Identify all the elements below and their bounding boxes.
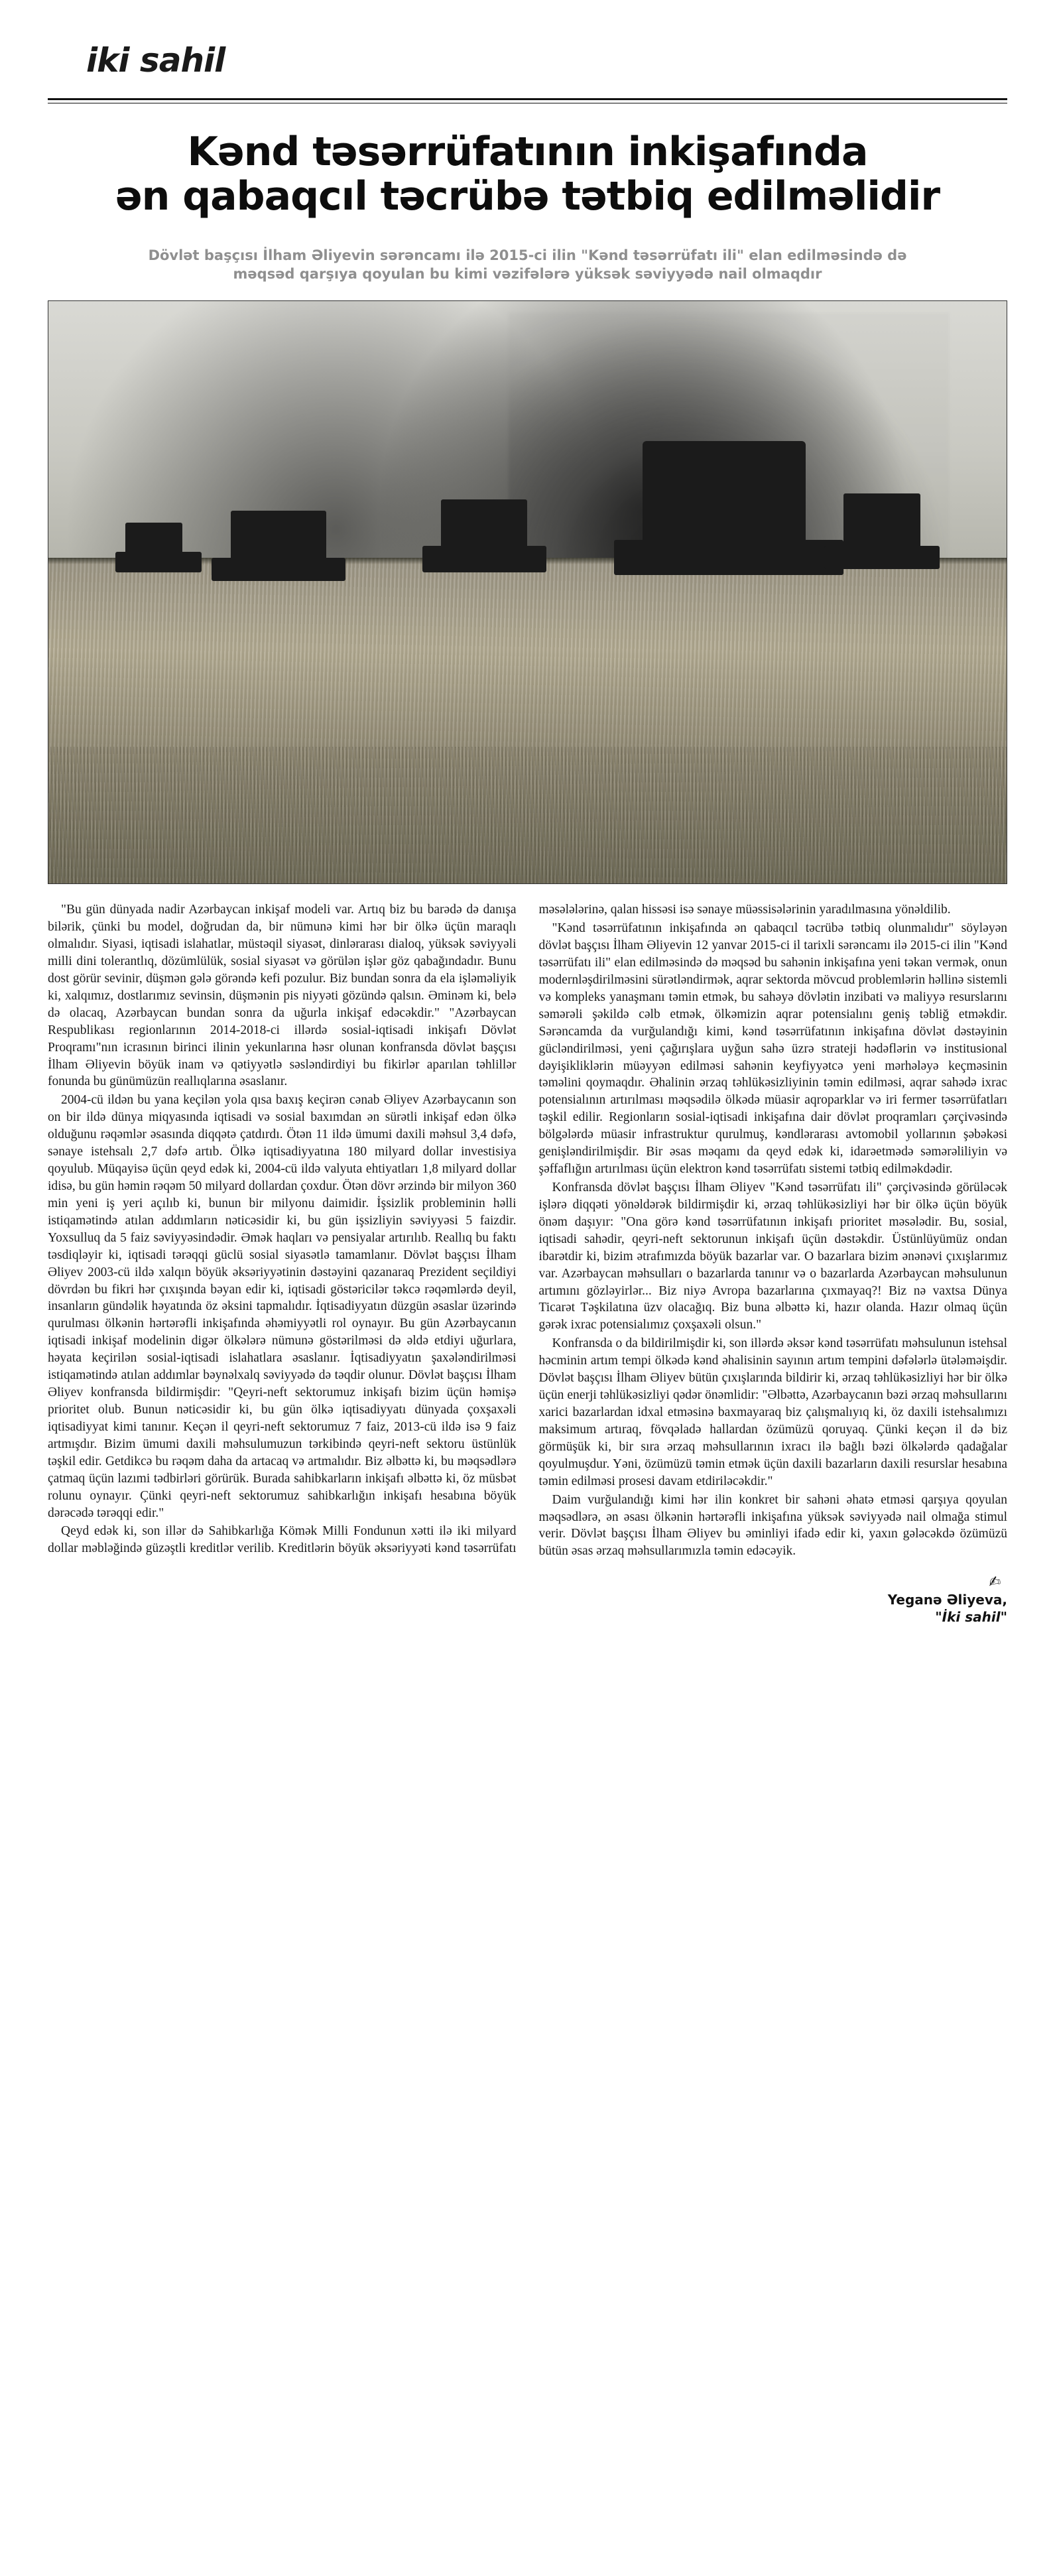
masthead-divider (48, 98, 1007, 100)
photo-combine-4 (643, 441, 806, 552)
article-paragraph: Daim vurğulandığı kimi hər ilin konkret bir sahəni əhatə etməsi qarşıya qoyulan məqsədlərə, ən əsası ölkənin hərtərəfli inkişafına yüksək səviyyədə nail olmağa stimul verir. Dövlət başçısı İlham Əliyev bu əminliyi ifadə edir ki, yaxın gələcəkdə özümüzü bütün əsas ərzaq məhsullarımızla təmin edəcəyik. (538, 1492, 1007, 1559)
article-photo-wrapper (48, 300, 1007, 884)
byline-author: Yeganə Əliyeva, (887, 1591, 1007, 1608)
headline-line-1: Kənd təsərrüfatının inkişafında (187, 129, 868, 175)
article-body (48, 901, 1007, 1560)
photo-combine-3-base (422, 546, 547, 572)
headline-line-2: ən qabaqcıl təcrübə tətbiq edilməlidir (115, 173, 940, 220)
masthead (48, 40, 1007, 89)
photo-combine-2 (231, 511, 327, 563)
article-headline (48, 130, 1007, 219)
photo-truck-1 (125, 523, 183, 554)
article-paragraph: 2004-cü ildən bu yana keçilən yola qısa baxış keçirən cənab Əliyev Azərbaycanın son on bir ildə dünya miqyasında iqtisadi və sosial baxımdan ən sürətli inkişaf edən ölkə olduğunu rəqəmlər əsasında diqqətə çatdırdı. Ötən 11 ildə ümumi daxili məhsul 3,4 dəfə, sənaye istehsalı 2,7 dəfə artıb. Ölkə iqtisadiyyatına 180 milyard dollar investisiya qoyulub. Müqayisə üçün qeyd edək ki, 2004-cü ildə valyuta ehtiyatları 1,8 milyard dollar idisə, bu gün həmin rəqəm 50 milyard dollardan çoxdur. Ötən dövr ərzində bir milyon 360 min yeni iş yeri açılıb ki, bunun bir milyonu daimidir. İşsizlik probleminin həlli istiqamətində atılan addımların nəticəsidir ki, bu gün işsizliyin səviyyəsi 5 faizdir. Yoxsulluq da 5 faiz səviyyəsindədir. Əmək haqları və pensiyalar artırılıb. Reallıq bu faktı təsdiqləyir ki, iqtisadi tərəqqi güclü sosial siyasətlə tamamlanır. Dövlət başçısı İlham Əliyev 2003-cü ildə xalqın böyük əksəriyyətinin dəstəyini qazanaraq Prezident seçildiyi dövrdən bu fikri hər çıxışında bəyan edir ki, iqtisadi göstəricilər təkcə rəqəmlərdə deyil, insanların gündəlik həyatında öz əksini tapmalıdır. İqtisadiyyatın düzgün əsaslar üzərində qurulması ölkənin hərtərəfli inkişafında əhəmiyyətli rol oynayır. Bu gün Azərbaycanın iqtisadi inkişaf modelinin digər ölkələrə nümunə göstərilməsi də əldə etdiyi uğurlara, həyata keçirilən sosial-iqtisadi islahatlara əsaslanır. İqtisadiyyatın şaxələndirilməsi istiqamətində atılan addımlar bəynəlxalq səviyyədə də təqdir olunur. Dövlət başçısı İlham Əliyev konfransda bildirmişdir: "Qeyri-neft sektorumuz inkişafı bizim üçün həmişə prioritet olub. Bunun nəticəsidir ki, bu gün ölkə iqtisadiyyatı dünyada çoxşaxəli iqtisadiyyat kimi tanınır. Keçən il qeyri-neft sektorumuz 7 faiz, 2013-cü ildə isə 9 faiz artmışdır. Bizim ümumi daxili məhsulumuzun tərkibində qeyri-neft sektoru üstünlük təşkil edir. Getdikcə bu rəqəm daha da artacaq və artmalıdır. Biz əlbəttə ki, bu məqsədlərə çatmaq üçün lazımi tədbirləri görürük. Burada sahibkarların inkişafı əlbəttə ki, öz müsbət rolunu oynayır. Çünki qeyri-neft sektorumuz sahibkarlığın inkişafı hesabına böyük dərəcədə tərəqqi edir." (48, 1093, 517, 1520)
article-subheadline (48, 246, 1007, 284)
photo-combine-3 (441, 499, 527, 552)
photo-wheat-field (48, 558, 1007, 884)
article-paragraph: Qeyd edək ki, son illər də Sahibkarlığa Kömək Milli Fondunun xətti ilə iki milyard dollar məbləğində güzəştli kreditlər verilib. Kreditlərin böyük əksəriyyəti kənd təsərrüfatı məsələlərinə, qalan hissəsi isə sənaye müəssisələrinin yaradılmasına yönəldilib. (48, 903, 951, 1556)
signature-swoosh-icon: ✍ (987, 1573, 1002, 1592)
photo-combine-5 (843, 493, 920, 552)
photo-combine-4-base (614, 540, 844, 575)
article-paragraph: "Kənd təsərrüfatının inkişafında ən qabaqcıl təcrübə tətbiq olunmalıdır" söyləyən dövlət başçısı İlham Əliyevin 12 yanvar 2015-ci il tarixli sərəncamı ilə 2015-ci ilin "Kənd təsərrüfatı ili" elan edilməsində də məqsəd bu sahənin inkişafına yeni təkan vermək, onun modernləşdirilməsini sürətləndirmək, aqrar sektorda mövcud problemlərin həllinə sistemli və kompleks yanaşmanı təmin etmək, bu sahəyə dövlətin inzibati və maliyyə resurslarını səmərəli şəkildə cəlb etmək, ölkəmizin aqrar potensialını geniş təbliğ etməkdir. Sərəncamda da vurğulandığı kimi, kənd təsərrüfatının inkişafına dövlət dəstəyinin gücləndirilməsi, yeni çağırışlara uyğun sahə üzrə strateji hədəflərin və institusional dəyişikliklərin müəyyən edilməsi sahənin keyfiyyətcə yeni mərhələyə keçməsinin təməlini qoymaqdır. Əhalinin ərzaq təhlükəsizliyinin təmin edilməsi, aqrar sahədə ixrac potensialının artırılması məqsədilə ölkədə müasir aqroparklar və iri fermer təsərrüfatları təşkil edilir. Regionların sosial-iqtisadi inkişafına dair dövlət proqramları çərçivəsində bölgələrdə müasir infrastruktur qurulmuş, kəndlərarası avtomobil yollarının şəbəkəsi genişləndirilmişdir. Bir əsas məqamı da qeyd edək ki, idarəetmədə səmərəliliyin və şəffaflığın artırılması üçün elektron kənd təsərrüfatı sistemi tətbiq edilməkdədir. (538, 921, 1007, 1177)
subheadline-line-2: məqsəd qarşıya qoyulan bu kimi vəzifələrə yüksək səviyyədə nail olmaqdır (233, 265, 822, 282)
article-byline (48, 1572, 1007, 1626)
photo-combine-2-base (212, 558, 345, 581)
article-paragraph: Konfransda o da bildirilmişdir ki, son illərdə əksər kənd təsərrüfatı məhsulunun istehsal həcminin artım tempi ölkədə kənd əhalisinin sayının artım tempini dəfələrlə ütələməişdir. Dövlət başçısı İlham Əliyev bütün çıxışlarında bildirir ki, ərzaq təhlükəsizliyi hər bir ölkə üçün enerji təhlükəsizliyi qədər önəmlidir: "Əlbəttə, Azərbaycanın bəzi ərzaq məhsullarını xarici bazarlardan idxal etməsinə baxmayaraq biz çalışmalıyıq ki, öz daxili istehsalımızı maksimum artıraq, fövqəladə hallardan özümüzü qoruyaq. Çünki keçən il də biz görmüşük ki, bir sıra ərzaq məhsullarının ixracı ilə bağlı bəzi ölkələrdə qadağalar qoyulmuşdur. Yəni, özümüzü təmin etmək üçün daxili bazarların daxili resurslar hesabına təmin edilməsi prosesi davam etdiriləcəkdir." (538, 1336, 1007, 1488)
article-paragraph: Konfransda dövlət başçısı İlham Əliyev "Kənd təsərrüfatı ili" çərçivəsində görüləcək işlərə diqqəti yönəldərək bildirmişdir ki, ərzaq təhlükəsizliyi hər bir ölkə üçün böyük önəm daşıyır: "Ona görə kənd təsərrüfatının inkişafı prioritet məsələdir. Bu, sosial, iqtisadi sahədir, qeyri-neft sektorunun inkişafı üçün dəstəkdir. Üstünlüyümüz ondan ibarətdir ki, bizim ətrafımızda böyük bazarlar var. O bazarlara bizim ənənəvi çıxışlarımız var. Azərbaycan məhsulları o bazarlarda tanınır və o bazarlarda Azərbaycan məhsulunun artımını gözləyirlər... Biz niyə Avropa bazarlarına çıxmayaq?! Biz nə vaxtsa Dünya Ticarət Təşkilatına üzv olacağıq. Biz buna əlbəttə ki, hazır olanda. Hazır olmaq üçün gərək ixrac potensialımız çoxşaxəli olsun." (538, 1181, 1007, 1332)
photo-stalks-texture (48, 747, 1007, 884)
article-paragraph: "Bu gün dünyada nadir Azərbaycan inkişaf modeli var. Artıq biz bu barədə də danışa bilərik, çünki bu model, doğrudan da, bir nümunə kimi hər bir ölkə üçün maraqlı olmalıdır. Siyasi, iqtisadi islahatlar, müstəqil siyasət, dinlərarası dialoq, yüksək səviyyəli milli dini tolerantlıq, dözümlülük, sosial siyasət və görülən işlər göz qabağındadır. Bunu dost görür sevinir, düşmən gələ görəndə kefi pozulur. Biz bundan sonra da ela işləməliyik ki, xalqımız, dostlarımız sevinsin, düşmənin pis niyyəti gözündə qalsın. Əminəm ki, belə də olacaq, Azərbaycan bundan sonra da uğurla inkişaf edəcəkdir." "Azərbaycan Respublikası regionlarının 2014-2018-ci illərdə sosial-iqtisadi inkişafı Dövlət Proqramı"nın icrasının birinci ilinin yekunlarına həsr olunan konfransda dövlət başçısı İlham Əliyevin böyük inam və qətiyyətlə səsləndirdiyi bu fikirlər aparılan təhlillər fonunda bu günümüzün reallıqlarına əsaslanır. (48, 903, 517, 1089)
article-photo (48, 300, 1007, 884)
masthead-title: iki sahil (86, 41, 225, 80)
byline-publication: "İki sahil" (935, 1608, 1007, 1625)
photo-truck-1-base (115, 552, 202, 572)
subheadline-line-1: Dövlət başçısı İlham Əliyevin sərəncamı ilə 2015-ci ilin "Kənd təsərrüfatı ili" elan edilməsində də (148, 247, 907, 263)
photo-combine-5-base (824, 546, 939, 569)
